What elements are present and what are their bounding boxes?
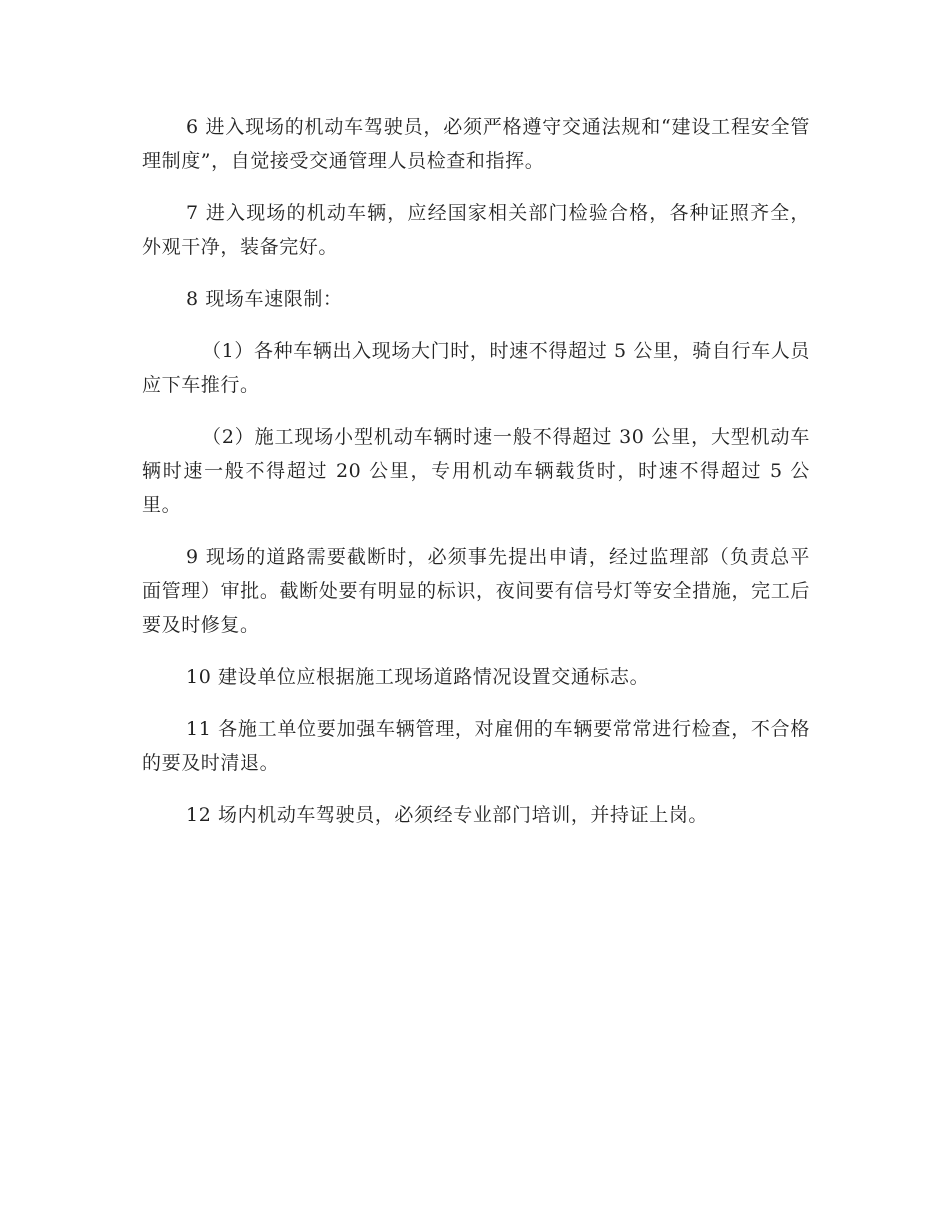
paragraph-item-7: 7 进入现场的机动车辆，应经国家相关部门检验合格，各种证照齐全，外观干净，装备完好。 <box>142 202 810 258</box>
paragraph-item-12: 12 场内机动车驾驶员，必须经专业部门培训，并持证上岗。 <box>186 804 709 826</box>
paragraph-item-8: 8 现场车速限制： <box>186 288 343 310</box>
paragraph-subitem-2: （2）施工现场小型机动车辆时速一般不得超过 30 公里，大型机动车辆时速一般不得超过 20 公里，专用机动车辆载货时，时速不得超过 5 公里。 <box>142 426 810 516</box>
paragraph-item-6: 6 进入现场的机动车驾驶员，必须严格遵守交通法规和“建设工程安全管理制度”，自觉接受交通管理人员检查和指挥。 <box>142 116 810 172</box>
paragraph-subitem-1: （1）各种车辆出入现场大门时，时速不得超过 5 公里，骑自行车人员应下车推行。 <box>142 340 810 396</box>
document-body <box>142 110 810 850</box>
paragraph-item-11: 11 各施工单位要加强车辆管理，对雇佣的车辆要常常进行检查，不合格的要及时清退。 <box>142 718 810 774</box>
paragraph-item-10: 10 建设单位应根据施工现场道路情况设置交通标志。 <box>186 666 650 688</box>
paragraph-item-9: 9 现场的道路需要截断时，必须事先提出申请，经过监理部（负责总平面管理）审批。截断处要有明显的标识，夜间要有信号灯等安全措施，完工后要及时修复。 <box>142 546 810 636</box>
